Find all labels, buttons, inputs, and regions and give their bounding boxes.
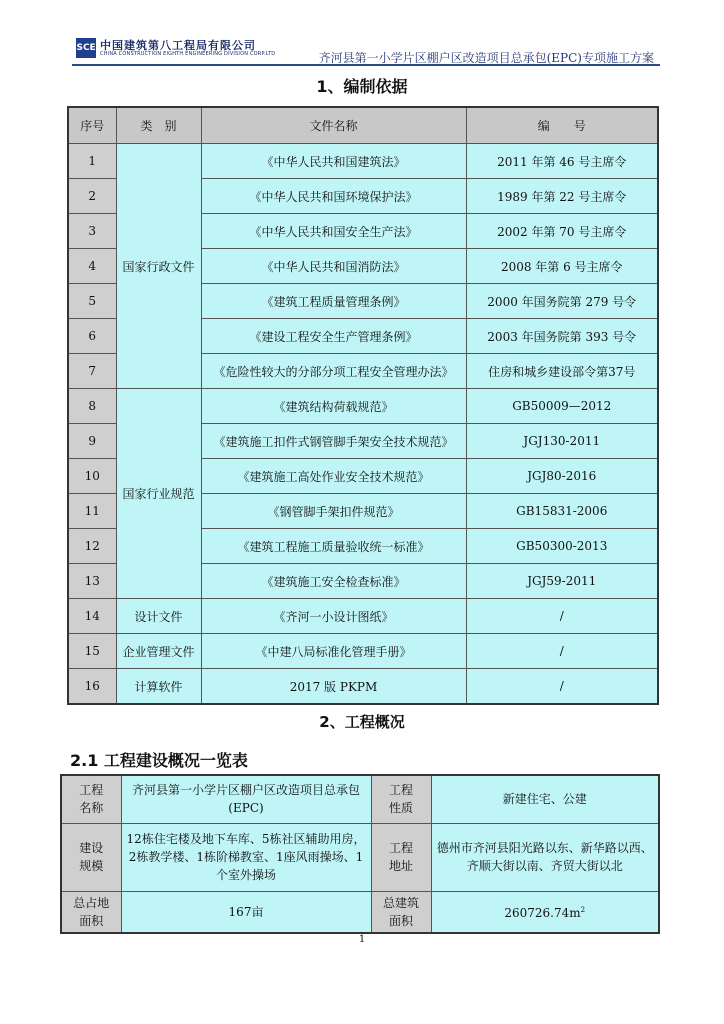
doc-name: 《建筑工程施工质量验收统一标准》 [201,529,466,564]
section-2-1-title: 2.1 工程建设概况一览表 [70,751,248,770]
scale-label [61,823,121,891]
overview-table [60,774,660,934]
table-row [68,144,658,179]
building-area-value [431,891,659,933]
doc-name: 《钢管脚手架扣件规范》 [201,494,466,529]
row-no: 5 [68,284,116,319]
nature-value: 新建住宅、公建 [431,775,659,823]
doc-name: 《中华人民共和国建筑法》 [201,144,466,179]
row-no: 12 [68,529,116,564]
document-title: 齐河县第一小学片区棚户区改造项目总承包(EPC)专项施工方案 [318,51,654,65]
doc-code: GB50009—2012 [466,389,658,424]
doc-code: 2011 年第 46 号主席令 [466,144,658,179]
row-no: 2 [68,179,116,214]
doc-name: 《建筑工程质量管理条例》 [201,284,466,319]
doc-code: / [466,599,658,634]
label-text: 总占地 面积 [73,895,110,928]
label-text: 建设 规模 [79,841,104,873]
building-area-label [371,891,431,933]
table-row [61,775,659,823]
doc-code: 2002 年第 70 号主席令 [466,214,658,249]
project-name-value: 齐河县第一小学片区棚户区改造项目总承包(EPC) [121,775,371,823]
land-area-value: 167亩 [121,891,371,933]
project-name-label [61,775,121,823]
land-area-label [61,891,121,933]
table-row [68,389,658,424]
table-row [61,891,659,933]
category-cell: 计算软件 [116,669,201,705]
address-label [371,823,431,891]
label-text: 工程 性质 [388,783,413,816]
doc-code: / [466,634,658,669]
unit-superscript: 2 [580,906,586,915]
table-row [68,669,658,705]
doc-name: 《中华人民共和国消防法》 [201,249,466,284]
doc-name: 《建设工程安全生产管理条例》 [201,319,466,354]
doc-name: 《建筑施工安全检查标准》 [201,564,466,599]
row-no: 3 [68,214,116,249]
col-header-category: 类 别 [116,107,201,144]
table-row [68,634,658,669]
section-1-title: 1、编制依据 [316,77,408,96]
row-no: 11 [68,494,116,529]
doc-code: 1989 年第 22 号主席令 [466,179,658,214]
doc-name: 《中建八局标准化管理手册》 [201,634,466,669]
doc-name: 《中华人民共和国环境保护法》 [201,179,466,214]
doc-name: 《中华人民共和国安全生产法》 [201,214,466,249]
label-text: 工程 名称 [79,783,104,816]
category-cell: 企业管理文件 [116,634,201,669]
label-text: 总建筑 面积 [382,895,419,928]
row-no: 9 [68,424,116,459]
company-logo: CSCEC [76,38,96,58]
company-name-en: CHINA CONSTRUCTION EIGHTH ENGINEERING DIVISION CORP.LTD [100,51,276,57]
doc-code: JGJ59-2011 [466,564,658,599]
row-no: 13 [68,564,116,599]
row-no: 1 [68,144,116,179]
address-value: 德州市齐河县阳光路以东、新华路以西、齐顺大街以南、齐贸大街以北 [431,823,659,891]
table-header-row [68,107,658,144]
doc-name: 《危险性较大的分部分项工程安全管理办法》 [201,354,466,389]
row-no: 7 [68,354,116,389]
page-number: 1 [358,934,366,945]
building-area-number: 260726.74m [504,906,581,921]
row-no: 6 [68,319,116,354]
col-header-code: 编 号 [466,107,658,144]
category-cell: 设计文件 [116,599,201,634]
doc-name: 《建筑结构荷载规范》 [201,389,466,424]
doc-code: GB50300-2013 [466,529,658,564]
doc-code: 2000 年国务院第 279 号令 [466,284,658,319]
table-row [61,823,659,891]
page-header [69,36,660,66]
row-no: 16 [68,669,116,705]
company-name-cn: 中国建筑第八工程局有限公司 [100,39,256,52]
doc-name: 《建筑施工扣件式钢管脚手架安全技术规范》 [201,424,466,459]
col-header-no: 序号 [68,107,116,144]
row-no: 14 [68,599,116,634]
doc-code: 2008 年第 6 号主席令 [466,249,658,284]
nature-label [371,775,431,823]
row-no: 4 [68,249,116,284]
row-no: 15 [68,634,116,669]
category-cell: 国家行业规范 [116,389,201,599]
doc-code: JGJ130-2011 [466,424,658,459]
scale-value: 12栋住宅楼及地下车库、5栋社区辅助用房，2栋教学楼、1栋阶梯教室、1座风雨操场、1个室外操场 [121,823,371,891]
doc-code: 住房和城乡建设部令第37号 [466,354,658,389]
label-text: 工程 地址 [388,841,413,873]
col-header-doc-name: 文件名称 [201,107,466,144]
basis-table [67,106,659,705]
doc-code: JGJ80-2016 [466,459,658,494]
doc-name: 2017 版 PKPM [201,669,466,705]
doc-name: 《齐河一小设计图纸》 [201,599,466,634]
category-cell: 国家行政文件 [116,144,201,389]
row-no: 8 [68,389,116,424]
doc-code: / [466,669,658,705]
section-2-title: 2、工程概况 [319,713,405,731]
doc-code: GB15831-2006 [466,494,658,529]
doc-code: 2003 年国务院第 393 号令 [466,319,658,354]
table-row [68,599,658,634]
doc-name: 《建筑施工高处作业安全技术规范》 [201,459,466,494]
row-no: 10 [68,459,116,494]
